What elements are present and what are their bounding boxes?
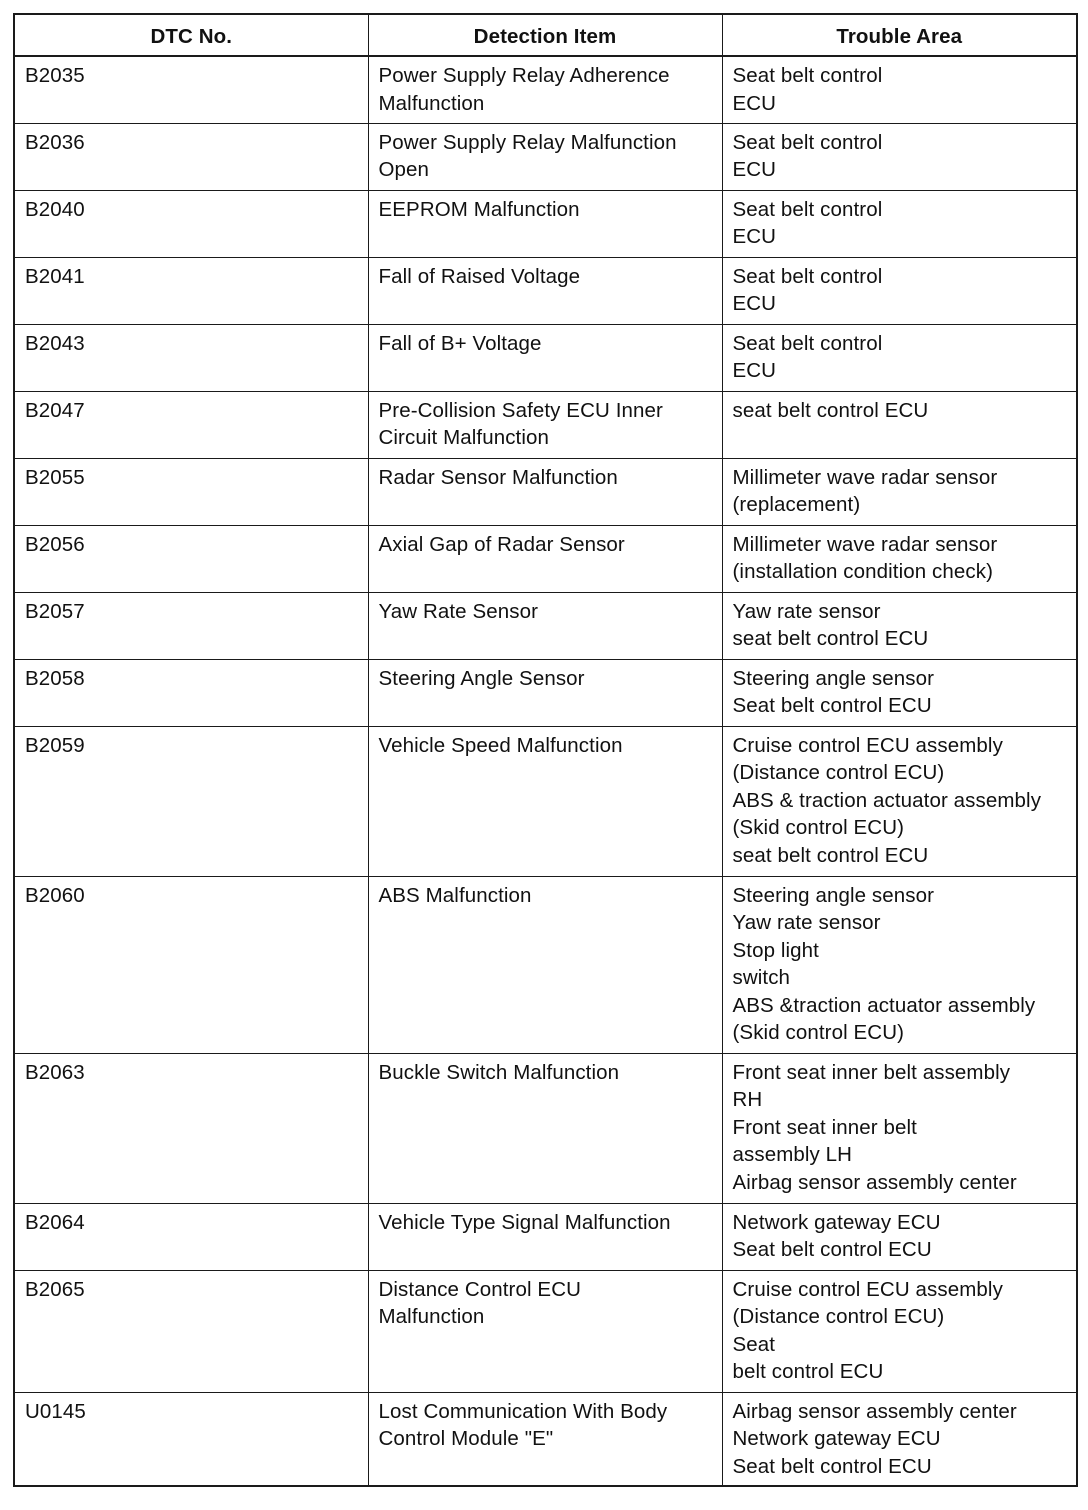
detection-item-cell (368, 1203, 722, 1270)
trouble-area-line: Seat belt control ECU (732, 1238, 932, 1261)
trouble-area-cell (722, 391, 1077, 458)
trouble-area-line: (Distance control ECU) (732, 761, 945, 784)
detection-item-line: Malfunction (378, 1305, 485, 1328)
detection-item-cell (368, 592, 722, 659)
dtc-number-cell (14, 257, 368, 324)
trouble-area-line: Seat belt control (732, 197, 883, 221)
dtc-number: B2055 (25, 465, 85, 489)
trouble-area-line: Seat belt control (732, 264, 883, 288)
dtc-number-cell (14, 592, 368, 659)
trouble-area-line: ABS &traction actuator assembly (732, 993, 1036, 1017)
dtc-number-cell (14, 726, 368, 876)
table-row (14, 876, 1077, 1053)
trouble-area-cell (722, 1392, 1077, 1486)
column-header-detection-item: Detection Item (368, 14, 722, 56)
trouble-area-line: ECU (732, 359, 777, 382)
dtc-number-cell (14, 190, 368, 257)
detection-item-line: Lost Communication With Body (378, 1399, 668, 1423)
column-header-trouble-area: Trouble Area (722, 14, 1077, 56)
trouble-area-line: Steering angle sensor (732, 666, 935, 690)
trouble-area-line: Airbag sensor assembly center (732, 1170, 1017, 1194)
trouble-area-cell (722, 123, 1077, 190)
dtc-number: B2056 (25, 532, 85, 556)
detection-item-cell (368, 56, 722, 123)
trouble-area-cell (722, 876, 1077, 1053)
trouble-area-cell (722, 257, 1077, 324)
detection-item-line: ABS Malfunction (378, 883, 532, 907)
detection-item-line: Distance Control ECU (378, 1277, 582, 1301)
detection-item-line: Control Module "E" (378, 1427, 554, 1450)
detection-item-cell (368, 1392, 722, 1486)
trouble-area-cell (722, 1053, 1077, 1203)
trouble-area-line: Cruise control ECU assembly (732, 1277, 1003, 1301)
table-row (14, 592, 1077, 659)
detection-item-cell (368, 876, 722, 1053)
detection-item-line: Axial Gap of Radar Sensor (378, 532, 625, 556)
trouble-area-line: ECU (732, 91, 777, 115)
dtc-number-cell (14, 458, 368, 525)
trouble-area-line: (Distance control ECU) (732, 1305, 945, 1328)
trouble-area-line: Front seat inner belt (732, 1115, 917, 1139)
trouble-area-line: Yaw rate sensor (732, 911, 881, 934)
detection-item-cell (368, 458, 722, 525)
trouble-area-cell (722, 190, 1077, 257)
trouble-area-line: Seat (732, 1332, 776, 1356)
trouble-area-line: (installation condition check) (732, 560, 994, 583)
trouble-area-line: Network gateway ECU (732, 1210, 941, 1234)
dtc-number-cell (14, 1270, 368, 1392)
trouble-area-cell (722, 56, 1077, 123)
dtc-number: B2058 (25, 666, 85, 690)
trouble-area-line: ECU (732, 292, 777, 315)
detection-item-cell (368, 123, 722, 190)
detection-item-line: Power Supply Relay Adherence (378, 64, 670, 87)
trouble-area-line: ABS & traction actuator assembly (732, 788, 1042, 812)
detection-item-cell (368, 190, 722, 257)
table-body (14, 56, 1077, 1486)
dtc-number: B2064 (25, 1210, 85, 1234)
trouble-area-line: switch (732, 966, 791, 989)
table-row (14, 525, 1077, 592)
detection-item-line: Circuit Malfunction (378, 426, 550, 449)
detection-item-cell (368, 525, 722, 592)
trouble-area-line: ECU (732, 158, 777, 181)
trouble-area-line: Front seat inner belt assembly (732, 1060, 1011, 1084)
table-row (14, 324, 1077, 391)
dtc-number: B2065 (25, 1277, 85, 1301)
detection-item-line: Buckle Switch Malfunction (378, 1060, 620, 1084)
detection-item-line: Pre-Collision Safety ECU Inner (378, 398, 663, 422)
trouble-area-line: seat belt control ECU (732, 843, 929, 867)
trouble-area-line: Millimeter wave radar sensor (732, 532, 998, 556)
trouble-area-line: Steering angle sensor (732, 883, 935, 907)
detection-item-line: Fall of Raised Voltage (378, 264, 581, 288)
dtc-table (13, 13, 1078, 1487)
dtc-number-cell (14, 1392, 368, 1486)
table-row (14, 257, 1077, 324)
trouble-area-line: Seat belt control (732, 64, 883, 87)
table-row (14, 1270, 1077, 1392)
trouble-area-line: Network gateway ECU (732, 1427, 941, 1450)
dtc-number-cell (14, 324, 368, 391)
dtc-number: B2036 (25, 130, 85, 154)
detection-item-cell (368, 726, 722, 876)
trouble-area-cell (722, 458, 1077, 525)
detection-item-cell (368, 257, 722, 324)
detection-item-line: Radar Sensor Malfunction (378, 465, 618, 489)
table-row (14, 726, 1077, 876)
trouble-area-line: Airbag sensor assembly center (732, 1399, 1017, 1423)
dtc-number: B2059 (25, 733, 85, 757)
dtc-number: B2047 (25, 398, 85, 422)
dtc-number: B2040 (25, 197, 85, 221)
table-row (14, 123, 1077, 190)
detection-item-line: Open (378, 158, 430, 181)
trouble-area-line: Seat belt control (732, 130, 883, 154)
trouble-area-line: Stop light (732, 938, 819, 962)
trouble-area-line: seat belt control ECU (732, 398, 929, 422)
dtc-number: U0145 (25, 1399, 86, 1423)
trouble-area-line: Cruise control ECU assembly (732, 733, 1003, 757)
trouble-area-cell (722, 659, 1077, 726)
dtc-number-cell (14, 56, 368, 123)
table-row (14, 56, 1077, 123)
detection-item-line: Yaw Rate Sensor (378, 599, 539, 623)
dtc-number: B2060 (25, 883, 85, 907)
dtc-number: B2035 (25, 64, 85, 87)
trouble-area-line: Seat belt control ECU (732, 694, 932, 717)
table-row (14, 458, 1077, 525)
trouble-area-line: belt control ECU (732, 1360, 884, 1383)
column-header-dtc-no: DTC No. (14, 14, 368, 56)
dtc-number: B2063 (25, 1060, 85, 1084)
dtc-number-cell (14, 1203, 368, 1270)
dtc-number-cell (14, 1053, 368, 1203)
detection-item-line: Malfunction (378, 91, 485, 115)
trouble-area-cell (722, 726, 1077, 876)
table-row (14, 190, 1077, 257)
detection-item-cell (368, 391, 722, 458)
trouble-area-line: Millimeter wave radar sensor (732, 465, 998, 489)
dtc-number-cell (14, 876, 368, 1053)
trouble-area-line: Seat belt control ECU (732, 1454, 932, 1478)
trouble-area-line: assembly LH (732, 1143, 853, 1166)
dtc-number: B2041 (25, 264, 85, 288)
trouble-area-line: Seat belt control (732, 331, 883, 355)
dtc-number-cell (14, 525, 368, 592)
trouble-area-line: (Skid control ECU) (732, 816, 905, 839)
trouble-area-cell (722, 1270, 1077, 1392)
detection-item-cell (368, 659, 722, 726)
trouble-area-line: seat belt control ECU (732, 627, 929, 650)
detection-item-line: Fall of B+ Voltage (378, 331, 542, 355)
detection-item-line: Steering Angle Sensor (378, 666, 585, 690)
trouble-area-cell (722, 592, 1077, 659)
detection-item-line: Vehicle Speed Malfunction (378, 733, 623, 757)
trouble-area-cell (722, 324, 1077, 391)
trouble-area-line: Yaw rate sensor (732, 599, 881, 623)
detection-item-cell (368, 1270, 722, 1392)
detection-item-cell (368, 324, 722, 391)
table-row (14, 1392, 1077, 1486)
trouble-area-line: RH (732, 1088, 763, 1111)
dtc-number-cell (14, 659, 368, 726)
dtc-number-cell (14, 123, 368, 190)
detection-item-line: Vehicle Type Signal Malfunction (378, 1210, 671, 1234)
dtc-number-cell (14, 391, 368, 458)
table-row (14, 659, 1077, 726)
dtc-number: B2057 (25, 599, 85, 623)
detection-item-cell (368, 1053, 722, 1203)
table-row (14, 1203, 1077, 1270)
trouble-area-line: ECU (732, 225, 777, 248)
trouble-area-cell (722, 525, 1077, 592)
table-row (14, 1053, 1077, 1203)
detection-item-line: Power Supply Relay Malfunction (378, 130, 677, 154)
trouble-area-line: (replacement) (732, 493, 861, 516)
trouble-area-cell (722, 1203, 1077, 1270)
trouble-area-line: (Skid control ECU) (732, 1021, 905, 1044)
table-row (14, 391, 1077, 458)
dtc-number: B2043 (25, 331, 85, 355)
table-header-row (14, 14, 1077, 56)
detection-item-line: EEPROM Malfunction (378, 197, 580, 221)
